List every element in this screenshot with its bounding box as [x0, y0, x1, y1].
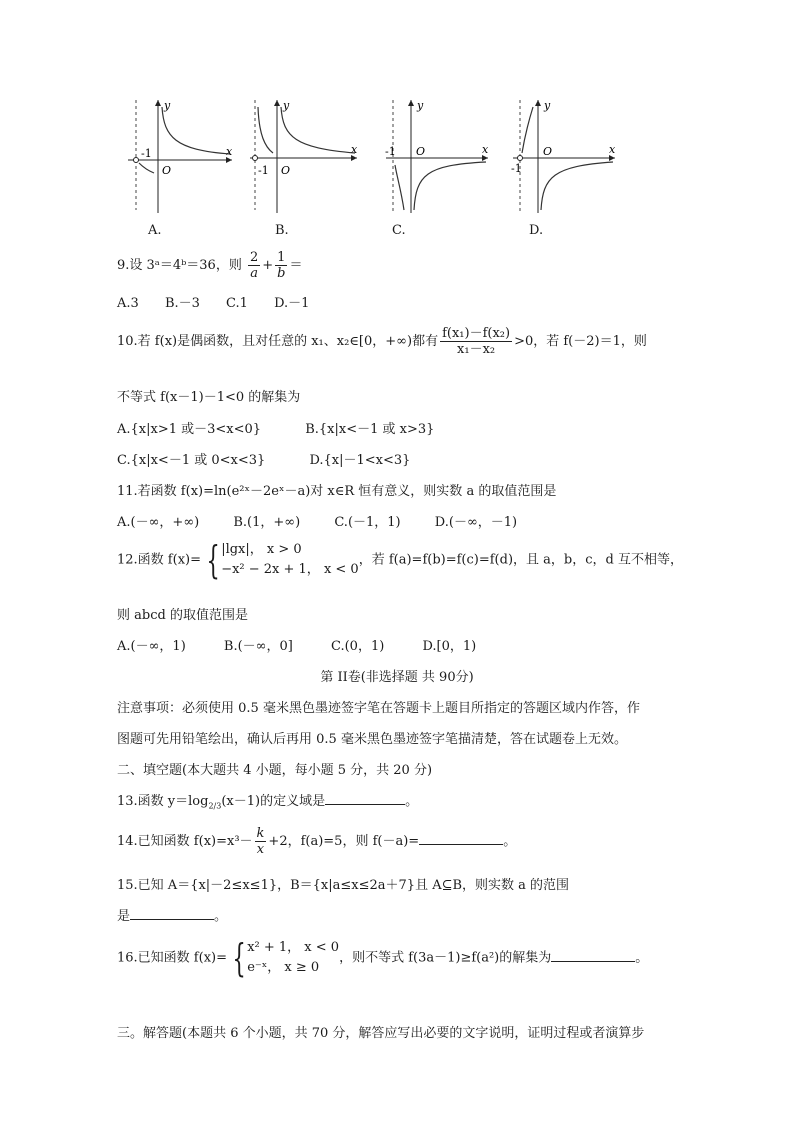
q13-stem: 13.函数 $y=\log_{2/3}(x-1)$的定义域是 。	[117, 794, 419, 811]
q12-option-a: A.(－∞，1)	[117, 639, 186, 654]
q11-option-b: B.(1，+∞)	[233, 515, 301, 530]
svg-text:x: x	[482, 143, 489, 156]
graph-a	[120, 95, 240, 245]
graph-d	[503, 95, 623, 245]
svg-text:O: O	[543, 145, 553, 158]
q10-option-d: D.{x|－1<x<3}	[309, 453, 411, 468]
q12-piecewise: { |lgx|， x > 0 −x² − 2x + 1， x < 0	[206, 538, 359, 582]
svg-text:-1: -1	[258, 164, 269, 177]
answer-graphs	[118, 95, 618, 245]
svg-text:y: y	[544, 99, 551, 112]
graph-b-label: B.	[275, 223, 289, 238]
q10-option-c: C.{x|x<－1 或 0<x<3}	[117, 453, 266, 468]
q10-options-row2	[117, 449, 438, 468]
q16-stem: 16.已知函数 f(x)= { x² + 1， x < 0 e⁻ˣ， x ≥ 0 ，则不等式 f(3a－1)≥f(a²)的解集为 。	[117, 936, 649, 980]
graph-b-plot	[245, 95, 365, 215]
section2-heading: 二、填空题(本大题共 4 小题，每小题 5 分，共 20 分)	[117, 763, 433, 778]
q9-option-c: C.1	[226, 296, 248, 311]
svg-text:-1: -1	[141, 147, 152, 160]
section2-note-line2: 图题可先用铅笔绘出，确认后再用 0.5 毫米黑色墨迹签字笔描清楚，答在试题卷上无效。	[117, 732, 627, 747]
q12-option-c: C.(0，1)	[330, 639, 385, 654]
q9-fraction-1: $\frac{2}{a}$	[249, 250, 259, 281]
graph-d-plot	[503, 95, 623, 215]
q9-option-a: A.3	[117, 296, 139, 311]
section2-note-line1: 注意事项：必须使用 0.5 毫米黑色墨迹签字笔在答题卡上题目所指定的答题区域内作答，作	[117, 701, 640, 716]
q16-piecewise: { x² + 1， x < 0 e⁻ˣ， x ≥ 0	[232, 936, 340, 980]
q14-fraction: $\frac{k}{x}$	[256, 826, 265, 857]
q11-options	[117, 511, 545, 530]
svg-text:O: O	[416, 145, 426, 158]
q10-fraction: $\frac{\text{f(x₁)－f(x₂)}}{\text{x₁－x₂}}$	[442, 326, 511, 357]
q11-option-c: C.(－1，1)	[334, 515, 401, 530]
graph-d-label: D.	[529, 223, 544, 238]
svg-text:x: x	[609, 143, 616, 156]
q12-option-d: D.[0，1)	[422, 639, 477, 654]
section2-title: 第 II卷(非选择题 共 90分)	[320, 670, 474, 685]
svg-text:x: x	[226, 145, 233, 158]
q10-line2: 不等式 f(x－1)－1<0 的解集为	[117, 390, 301, 405]
q9-options	[117, 292, 337, 311]
q11-stem: 11.若函数 f(x)=ln(e²ˣ－2eˣ－a)对 x∈R 恒有意义，则实数 a 的取值范围是	[117, 484, 557, 499]
section3-heading: 三。解答题(本题共 6 个小题，共 70 分，解答应写出必要的文字说明，证明过程或者演算步	[117, 1026, 645, 1041]
q12-stem: 12.函数 f(x)= { |lgx|， x > 0 −x² − 2x + 1， x < 0 ，若 f(a)=f(b)=f(c)=f(d)，且 a，b，c，d 互不相等，	[117, 538, 683, 582]
q9-fraction-2: $\frac{1}{b}$	[277, 250, 286, 281]
q14-answer-blank[interactable]	[419, 832, 503, 845]
q16-answer-blank[interactable]	[551, 949, 635, 962]
svg-text:O: O	[162, 164, 172, 177]
q12-line2: 则 abcd 的取值范围是	[117, 608, 248, 623]
graph-a-label: A.	[148, 223, 162, 238]
svg-text:y: y	[164, 99, 171, 112]
q10-option-a: A.{x|x>1 或－3<x<0}	[117, 422, 262, 437]
graph-b	[245, 95, 365, 245]
q10-options-row1	[117, 418, 462, 437]
svg-text:y: y	[283, 99, 290, 112]
svg-text:x: x	[351, 143, 358, 156]
graph-c	[376, 95, 496, 245]
q10-stem: 10.若 f(x)是偶函数，且对任意的 x₁、x₂∈[0，+∞)都有 $\frac{\text{f(x₁)－f(x₂)}}{\text{x₁－x₂}}$ >0，若 f(－2)＝1，则	[117, 326, 647, 357]
q13-answer-blank[interactable]	[325, 792, 405, 805]
q9-option-d: D.－1	[274, 296, 310, 311]
svg-text:-1: -1	[385, 145, 396, 158]
q12-option-b: B.(－∞，0]	[223, 639, 293, 654]
q9-stem: 9.设 3ᵃ＝4ᵇ＝36，则 $\frac{2}{a}$ + $\frac{1}{b}$ ＝	[117, 250, 303, 281]
q15-answer-blank[interactable]	[130, 907, 214, 920]
svg-text:y: y	[417, 99, 424, 112]
graph-c-plot	[376, 95, 496, 215]
graph-a-plot	[120, 95, 240, 215]
q15-line2: 是 。	[117, 909, 228, 924]
q14-stem: 14.已知函数 f(x)=x³－ $\frac{k}{x}$ +2，f(a)=5，则 f(－a)= 。	[117, 826, 517, 857]
graph-c-label: C.	[392, 223, 406, 238]
q10-option-b: B.{x|x<－1 或 x>3}	[305, 422, 435, 437]
q12-options	[117, 635, 504, 654]
q15-line1: 15.已知 A＝{x|－2≤x≤1}，B＝{x|a≤x≤2a＋7}且 A⊆B，则实数 a 的范围	[117, 878, 570, 893]
q9-option-b: B.－3	[164, 296, 200, 311]
svg-text:-1: -1	[511, 162, 522, 175]
q11-option-a: A.(－∞，+∞)	[117, 515, 200, 530]
svg-text:O: O	[281, 164, 291, 177]
q11-option-d: D.(－∞，－1)	[434, 515, 518, 530]
